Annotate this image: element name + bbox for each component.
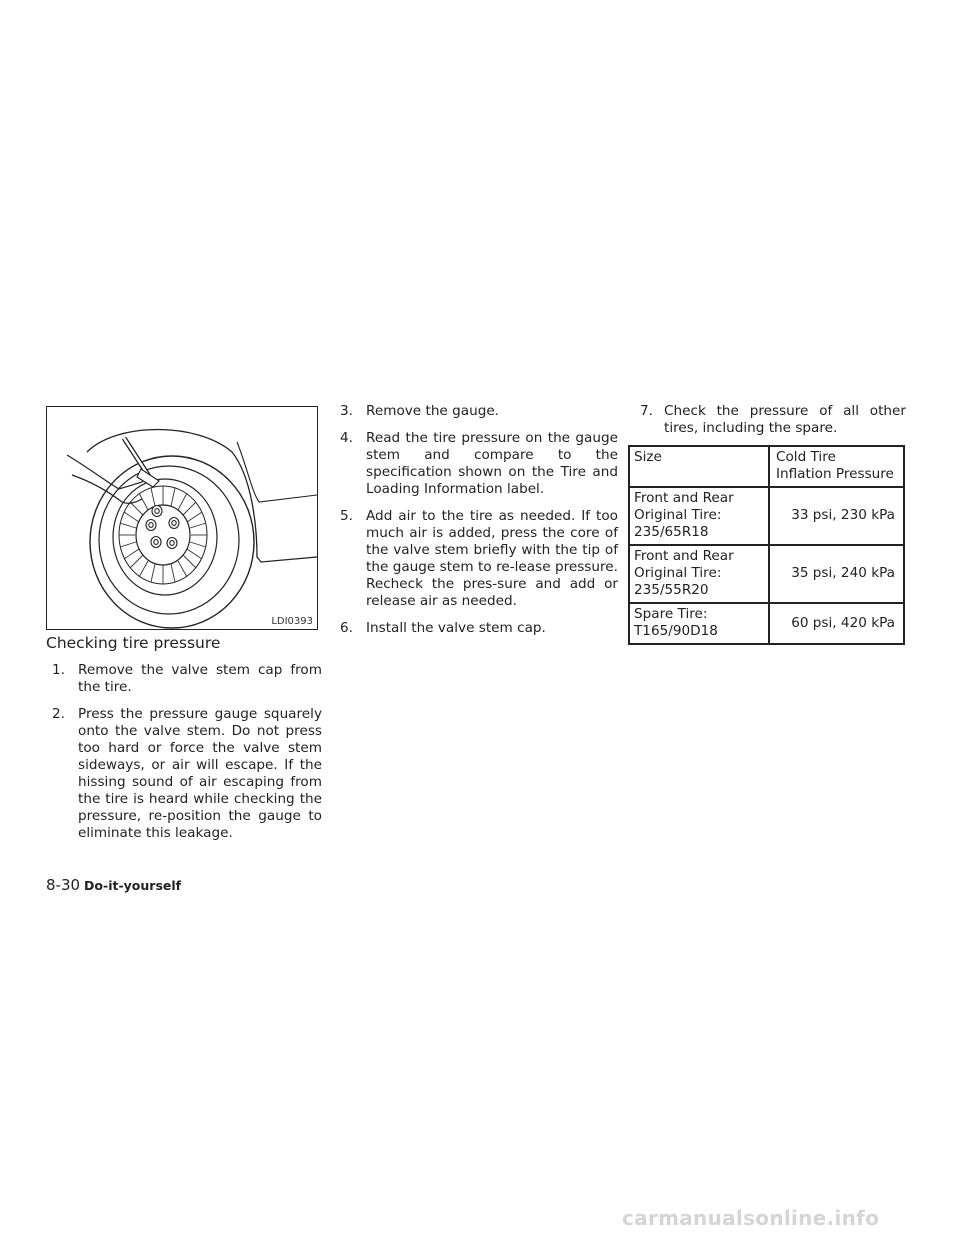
step-number: 1.	[52, 662, 65, 678]
page-footer	[46, 876, 181, 894]
step-text: Press the pressure gauge squarely onto the valve stem. Do not press too hard or force the valve stem sideways, or air will escape. If the hissing sound of air escaping from the tire is heard while checking the pressure, re-position the gauge to eliminate this leakage.	[78, 706, 322, 841]
tire-pressure-gauge-icon	[47, 407, 317, 629]
step-1	[46, 662, 322, 696]
step-7	[628, 403, 906, 437]
step-number: 3.	[340, 403, 353, 419]
table-row	[629, 487, 904, 545]
section-title: Checking tire pressure	[46, 634, 221, 652]
table-cell-pressure: 33 psi, 230 kPa	[769, 487, 904, 545]
table-cell-pressure: 35 psi, 240 kPa	[769, 545, 904, 603]
tire-pressure-table	[628, 445, 905, 645]
step-number: 5.	[340, 508, 353, 524]
step-text: Install the valve stem cap.	[366, 620, 546, 636]
table-cell-pressure: 60 psi, 420 kPa	[769, 603, 904, 644]
step-4	[340, 430, 618, 498]
step-text: Check the pressure of all other tires, including the spare.	[664, 403, 906, 436]
step-text: Add air to the tire as needed. If too much air is added, press the core of the valve stem briefly with the tip of the gauge stem to re-lease pressure. Recheck the pres-sure and add or release air as needed.	[366, 508, 618, 609]
steps-column-1	[46, 662, 322, 852]
step-text: Remove the gauge.	[366, 403, 500, 419]
step-3	[340, 403, 618, 420]
table-header-pressure: Cold Tire Inflation Pressure	[769, 446, 904, 487]
table-cell-size: Front and Rear Original Tire: 235/55R20	[629, 545, 769, 603]
step-number: 7.	[640, 403, 653, 419]
table-cell-size: Spare Tire: T165/90D18	[629, 603, 769, 644]
steps-column-2	[340, 403, 618, 647]
table-row	[629, 603, 904, 644]
step-number: 6.	[340, 620, 353, 636]
step-text: Remove the valve stem cap from the tire.	[78, 662, 322, 695]
table-header-row	[629, 446, 904, 487]
tire-illustration	[46, 406, 318, 630]
step-number: 4.	[340, 430, 353, 446]
steps-column-3	[628, 403, 906, 447]
step-number: 2.	[52, 706, 65, 722]
footer-section: Do-it-yourself	[84, 878, 182, 893]
watermark: carmanualsonline.info	[622, 1206, 880, 1230]
table-row	[629, 545, 904, 603]
table-cell-size: Front and Rear Original Tire: 235/65R18	[629, 487, 769, 545]
page-number: 8-30	[46, 876, 81, 894]
step-6	[340, 620, 618, 637]
step-5	[340, 508, 618, 610]
figure-code: LDI0393	[271, 616, 313, 627]
table-header-size: Size	[629, 446, 769, 487]
step-2	[46, 706, 322, 842]
step-text: Read the tire pressure on the gauge stem and compare to the specification shown on the Tire and Loading Information label.	[366, 430, 618, 497]
